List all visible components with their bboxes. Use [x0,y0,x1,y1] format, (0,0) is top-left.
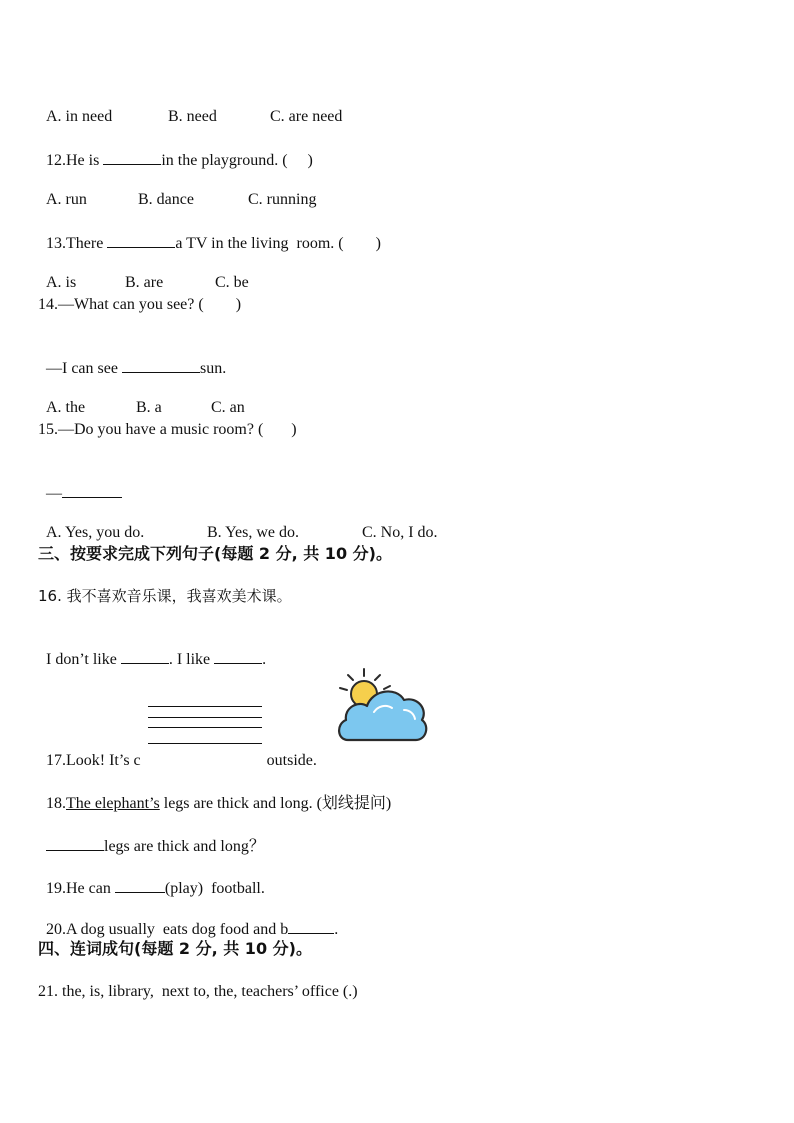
option-b[interactable]: B. are [125,274,164,291]
question-text: in the playground. ( ) [161,152,313,169]
question-20 [38,898,338,940]
question-12 [38,129,313,171]
option-c[interactable]: C. are need [270,108,343,125]
question-14: 14.—What can you see? ( ) [38,296,242,313]
q15-options [38,503,438,543]
question-18 [38,774,391,814]
answer-blank[interactable] [62,482,122,498]
question-text: 18. [46,795,66,812]
option-a[interactable]: A. Yes, you do. [46,524,145,541]
answer-text: legs are thick and long？ [104,838,265,855]
answer-text: — [46,485,62,502]
answer-blank[interactable] [288,918,334,934]
option-c[interactable]: C. an [211,399,245,416]
question-text: legs are thick and long. (划线提问) [159,795,392,812]
question-14-answer [38,337,226,379]
question-15-answer [38,462,122,504]
option-a[interactable]: A. the [46,399,86,416]
underlined-phrase: The elephant’s [66,795,160,812]
answer-blank[interactable] [46,835,104,851]
question-18-answer [38,815,265,857]
question-text: . I like [168,651,215,668]
q12-options [38,170,316,210]
question-16-chinese: 16. 我不喜欢音乐课，我喜欢美术课。 [38,587,292,605]
question-16-english [38,628,266,670]
answer-blank[interactable] [115,877,165,893]
sun-cloud-icon [334,666,430,746]
option-c[interactable]: C. No, I do. [362,524,438,541]
answer-blank[interactable] [107,232,175,248]
option-c[interactable]: C. running [248,191,317,208]
q14-options [38,378,245,418]
q11-options [38,87,342,127]
option-b[interactable]: B. a [136,399,162,416]
question-text: (play) football. [164,880,265,897]
option-b[interactable]: B. dance [138,191,194,208]
question-text: . [262,651,267,668]
answer-blank[interactable] [122,357,200,373]
question-15: 15.—Do you have a music room? ( ) [38,421,297,438]
question-text: I don’t like [46,651,121,668]
option-c[interactable]: C. be [215,274,249,291]
q13-options [38,253,249,293]
answer-text: sun. [199,360,227,377]
option-b[interactable]: B. Yes, we do. [207,524,300,541]
question-text: 19.He can [46,880,115,897]
question-text: . [334,921,339,938]
section-heading: 四、连词成句(每题 2 分, 共 10 分)。 [38,939,312,958]
question-text: a TV in the living room. ( ) [175,235,381,252]
option-a[interactable]: A. is [46,274,77,291]
question-17 [38,731,317,771]
option-a[interactable]: A. in need [46,108,113,125]
question-text: 20.A dog usually eats dog food and b [46,921,289,938]
question-text: outside. [258,752,317,769]
section-heading: 三、按要求完成下列句子(每题 2 分, 共 10 分)。 [38,544,392,563]
option-a[interactable]: A. run [46,191,87,208]
question-21: 21. the, is, library, next to, the, teachers’ office (.) [38,983,358,1000]
answer-blank[interactable] [103,149,161,165]
answer-blank[interactable] [121,648,169,664]
option-b[interactable]: B. need [168,108,217,125]
question-text: 13.There [46,235,108,252]
answer-text: —I can see [46,360,122,377]
question-text: 12.He is [46,152,104,169]
answer-blank[interactable] [214,648,262,664]
question-text: 17.Look! It’s c [46,752,141,769]
question-13 [38,212,381,254]
question-19 [38,857,265,899]
